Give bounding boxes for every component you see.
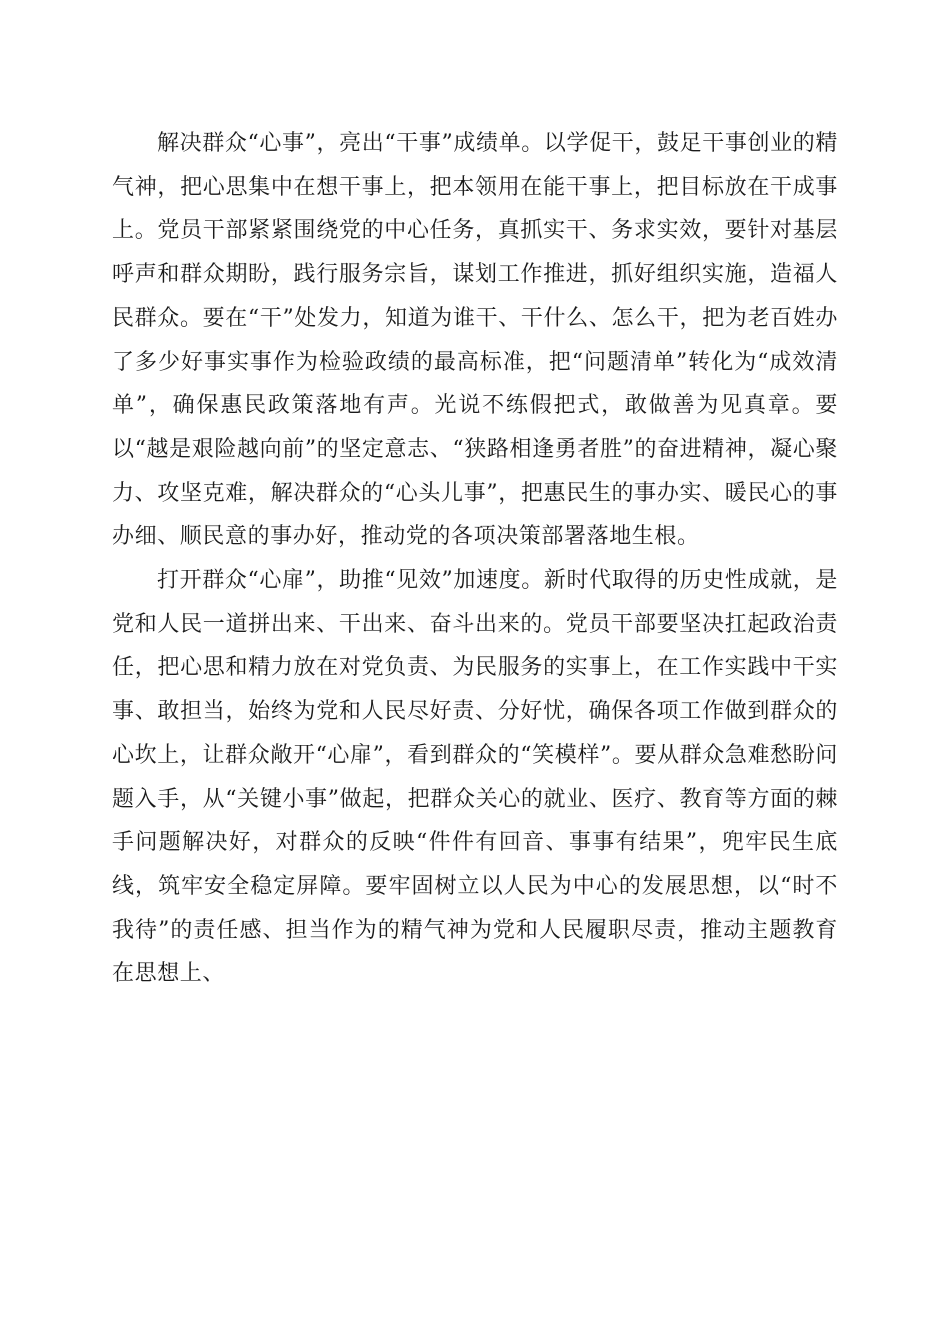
document-body <box>112 122 838 996</box>
paragraph-1: 解决群众“心事”，亮出“干事”成绩单。以学促干，鼓足干事创业的精气神，把心思集中在想干事上，把本领用在能干事上，把目标放在干成事上。党员干部紧紧围绕党的中心任务，真抓实干、务求实效，要针对基层呼声和群众期盼，践行服务宗旨，谋划工作推进，抓好组织实施，造福人民群众。要在“干”处发力，知道为谁干、干什么、怎么干，把为老百姓办了多少好事实事作为检验政绩的最高标准，把“问题清单”转化为“成效清单”，确保惠民政策落地有声。光说不练假把式，敢做善为见真章。要以“越是艰险越向前”的坚定意志、“狭路相逢勇者胜”的奋进精神，凝心聚力、攻坚克难，解决群众的“心头儿事”，把惠民生的事办实、暖民心的事办细、顺民意的事办好，推动党的各项决策部署落地生根。 <box>112 131 838 550</box>
paragraph-2: 打开群众“心扉”，助推“见效”加速度。新时代取得的历史性成就，是党和人民一道拼出来、干出来、奋斗出来的。党员干部要坚决扛起政治责任，把心思和精力放在对党负责、为民服务的实事上，在工作实践中干实事、敢担当，始终为党和人民尽好责、分好忧，确保各项工作做到群众的心坎上，让群众敞开“心扉”，看到群众的“笑模样”。要从群众急难愁盼问题入手，从“关键小事”做起，把群众关心的就业、医疗、教育等方面的棘手问题解决好，对群众的反映“件件有回音、事事有结果”，兜牢民生底线，筑牢安全稳定屏障。要牢固树立以人民为中心的发展思想，以“时不我待”的责任感、担当作为的精气神为党和人民履职尽责，推动主题教育在思想上、 <box>112 568 838 987</box>
